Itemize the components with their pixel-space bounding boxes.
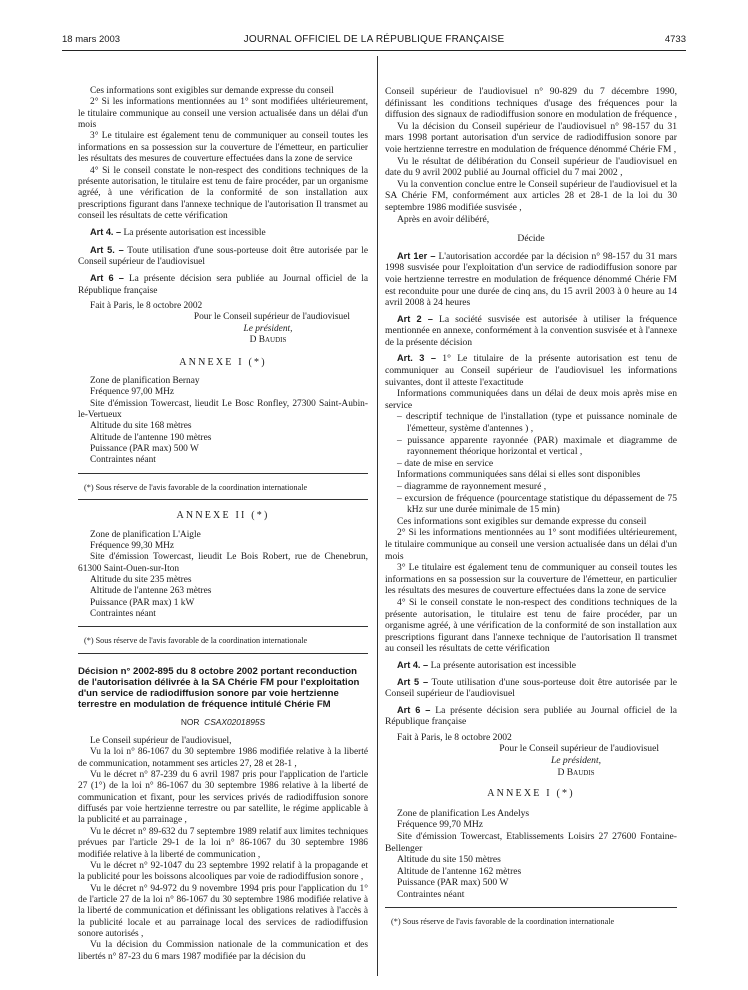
place-date: Fait à Paris, le 8 octobre 2002: [90, 301, 203, 312]
paragraph: Informations communiquées sans délai si elles sont disponibles: [397, 469, 641, 481]
annex-line: Puissance (PAR max) 500 W: [90, 444, 199, 455]
article-text: Toute utilisation d'une sous-porteuse doit être autorisée par le Conseil supérieur de l'audiovisuel: [78, 245, 368, 268]
paragraph: 3° Le titulaire est également tenu de communiquer au conseil toutes les informations en sa possession sur la couverture de l'émetteur, en particulier les résultats des mesures de couverture effectuées dans la zone de service: [78, 131, 368, 165]
annex-line: Fréquence 99,30 MHz: [90, 540, 175, 551]
annex-line: Fréquence 99,70 MHz: [397, 819, 484, 831]
annex-title: ANNEXE I (*): [179, 356, 267, 368]
signature-name: D Baudis: [249, 335, 287, 346]
annex-line: Site d'émission Towercast, Etablissements Loisirs 27 27600 Fontaine-Bellenger: [385, 831, 677, 854]
article-label: Art. 3 –: [397, 353, 436, 364]
article-label: Art 4. –: [397, 659, 429, 670]
annex-line: Fréquence 97,00 MHz: [90, 387, 175, 398]
article-label: Art 6 –: [397, 704, 431, 715]
annex-line: Altitude de l'antenne 190 mètres: [90, 432, 212, 443]
article-4: [385, 660, 677, 672]
paragraph: Vu la loi n° 86-1067 du 30 septembre 1986 modifiée relative à la liberté de communication, notamment ses articles 27, 28 et 28-1 ,: [78, 747, 368, 769]
paragraph: Vu le résultat de délibération du Conseil supérieur de l'audiovisuel en date du 9 avril 2002 publié au Journal officiel du 7 mai 2002 ,: [385, 155, 677, 179]
footnote: (*) Sous réserve de l'avis favorable de la coordination internationale: [84, 636, 308, 646]
column-divider: [377, 56, 378, 976]
annex-1-list: [78, 376, 368, 467]
page-number: 4733: [664, 34, 686, 45]
decide-heading: Décide: [517, 233, 545, 245]
footnote: (*) Sous réserve de l'avis favorable de la coordination internationale: [84, 482, 308, 492]
article-text: La présente décision sera publiée au Journal officiel de la République française: [78, 274, 368, 296]
article-text: La société susvisée est autorisée à utiliser la fréquence mentionnée en annexe, conformément à la convention susvisée et à l'annexe de la présente décision: [385, 313, 678, 348]
article-text: L'autorisation accordée par la décision n° 98-157 du 31 mars 1998 susvisée pour l'exploitation d'un service de radiodiffusion sonore par voie hertzienne terrestre en modulation de fréquence dénommé Chérie FM est reconduite pour une durée de cinq ans, du 15 avril 2003 à 0 heure au 14 avril 2008 à 24 heures: [385, 250, 678, 309]
article-text: 1° Le titulaire de la présente autorisation est tenu de communiquer au Conseil supérieur de l'audiovisuel les informations suivantes, dont il atteste l'exactitude: [385, 353, 678, 388]
nor-code: CSAX0201895S: [204, 716, 266, 727]
annex-line: Altitude du site 150 mètres: [397, 854, 501, 866]
page-header: [62, 34, 686, 48]
paragraph: 4° Si le conseil constate le non-respect des conditions techniques de la présente autorisation, le titulaire est tenu de faire procéder, par un organisme agréé, à une vérification de la conformité de son installation aux prescriptions figurant dans l'annexe technique de l'autorisation Il transmet au conseil les résultats de cette vérification: [385, 596, 677, 655]
annex-line: Site d'émission Towercast, lieudit Le Bosc Ronfley, 27300 Saint-Aubin-le-Vertueux: [78, 398, 368, 420]
paragraph: Vu le décret n° 94-972 du 9 novembre 1994 pris pour l'application du 1° de l'article 27 de la loi n° 86-1067 du 30 septembre 1986 modifiée relative à la liberté de communication et définissant les obligations relatives à l'accès à la publicité locale et au parrainage local des services de radiodiffusion sonore autorisés ,: [78, 883, 368, 940]
signature-council: Pour le Conseil supérieur de l'audiovisuel: [499, 743, 659, 755]
divider: [78, 653, 368, 654]
article-label: Art 1er –: [397, 250, 436, 261]
signature-role: Le président,: [550, 755, 602, 767]
annex-2-list: [78, 530, 368, 621]
article-6: [78, 273, 368, 297]
journal-title: JOURNAL OFFICIEL DE LA RÉPUBLIQUE FRANÇAISE: [243, 34, 505, 45]
article-label: Art 2 –: [397, 313, 433, 324]
list-item: – puissance apparente rayonnée (PAR) maximale et diagramme de rayonnement théorique horizontal et vertical ,: [397, 434, 677, 458]
article-6: [385, 705, 677, 728]
article-text: La présente autorisation est incessible: [123, 228, 266, 239]
paragraph: Vu le décret n° 92-1047 du 23 septembre 1992 relatif à la propagande et la publicité pour les boissons alcooliques par voie de radiodiffusion sonore ,: [78, 860, 368, 883]
annex-line: Site d'émission Towercast, lieudit Le Bois Robert, rue de Chenebrun, 61300 Saint-Ouen-sur-Iton: [78, 552, 368, 574]
article-label: Art 5. –: [90, 244, 124, 255]
signature-name: D Baudis: [557, 766, 595, 778]
list-item: – date de mise en service: [397, 457, 494, 469]
paragraph: Après en avoir délibéré,: [397, 213, 490, 225]
list-item: – descriptif technique de l'installation (type et puissance nominale de l'émetteur, système d'antennes ) ,: [397, 411, 677, 435]
paragraph: Vu la convention conclue entre le Conseil supérieur de l'audiovisuel et la SA Chérie FM, conformément aux articles 28 et 28-1 de la loi du 30 septembre 1986 modifiée susvisée ,: [385, 178, 677, 213]
article-5: [78, 245, 368, 269]
article-text: La présente autorisation est incessible: [430, 659, 577, 671]
right-column: [385, 86, 677, 927]
paragraph: Le Conseil supérieur de l'audiovisuel,: [90, 735, 232, 746]
annex-list: [385, 808, 677, 901]
paragraph: 2° Si les informations mentionnées au 1° sont modifiées ultérieurement, le titulaire communique au conseil une version actualisée dans un délai d'un mois: [78, 97, 368, 131]
paragraph: Ces informations sont exigibles sur demande expresse du conseil: [90, 86, 334, 96]
paragraph: Vu la décision du Commission nationale de la communication et des libertés n° 87-23 du 6 mars 1987 modifiée par la décision du: [78, 940, 368, 962]
paragraph: Informations communiquées dans un délai de deux mois après mise en service: [385, 388, 677, 411]
divider: [78, 626, 368, 627]
signature-role: Le président,: [243, 323, 293, 334]
annex-line: Zone de planification Bernay: [90, 375, 200, 386]
paragraph: 3° Le titulaire est également tenu de communiquer au conseil toutes les informations en sa possession sur la couverture de l'émetteur, en particulier les résultats des mesures de couverture effectuées dans la zone de service: [385, 562, 677, 597]
article-3: [385, 353, 677, 388]
annex-line: Puissance (PAR max) 500 W: [397, 877, 509, 889]
divider: [78, 499, 368, 500]
annex-line: Altitude du site 235 mètres: [90, 574, 192, 585]
place-date: Fait à Paris, le 8 octobre 2002: [397, 731, 512, 743]
article-5: [385, 677, 677, 700]
divider: [78, 473, 368, 474]
paragraph: Vu le décret n° 89-632 du 7 septembre 1989 relatif aux limites techniques prévues par l'article 29-1 de la loi n° 86-1067 du 30 septembre 1986 modifiée relative à la liberté de communication ,: [78, 826, 368, 860]
list-item: – diagramme de rayonnement mesuré ,: [397, 481, 547, 492]
article-text: Toute utilisation d'une sous-porteuse doit être autorisée par le Conseil supérieur de l'audiovisuel: [385, 676, 677, 700]
article-1: [385, 251, 677, 309]
annex-line: Zone de planification L'Aigle: [90, 529, 201, 540]
article-label: Art 5 –: [397, 676, 429, 687]
header-rule: [62, 50, 686, 51]
divider: [385, 907, 677, 908]
annex-line: Altitude de l'antenne 263 mètres: [90, 586, 212, 597]
paragraph: 4° Si le conseil constate le non-respect des conditions techniques de la présente autorisation, le titulaire est tenu de faire procéder, par un organisme agréé, à une vérification de la conformité de son installation aux prescriptions figurant dans l'annexe technique de l'autorisation Il transmet au conseil les résultats de cette vérification: [78, 165, 368, 221]
paragraph: Conseil supérieur de l'audiovisuel n° 90-829 du 7 décembre 1990, définissant les conditions techniques d'usage des fréquences pour la diffusion des signaux de radiodiffusion sonore en modulation de fréquence ,: [385, 86, 677, 121]
paragraph: Vu la décision du Conseil supérieur de l'audiovisuel n° 98-157 du 31 mars 1998 portant autorisation d'un service de radiodiffusion sonore par voie hertzienne terrestre en modulation de fréquence dénommé Chérie FM ,: [385, 120, 677, 155]
paragraph: Vu le décret n° 87-239 du 6 avril 1987 pris pour l'application de l'article 27 (1°) de la loi n° 86-1067 du 30 septembre 1986 relative à la liberté de communication et fixant, pour les services privés de radiodiffusion sonore diffusés par voie hertzienne terrestre ou par satellite, le régime applicable à la publicité et au parrainage ,: [78, 769, 368, 826]
nor-reference: [78, 717, 368, 728]
article-label: Art 6 –: [90, 273, 124, 284]
paragraph: 2° Si les informations mentionnées au 1° sont modifiées ultérieurement, le titulaire communique au conseil une version actualisée dans un délai d'un mois: [385, 527, 677, 562]
annex-line: Altitude du site 168 mètres: [90, 421, 192, 432]
annex-line: Puissance (PAR max) 1 kW: [90, 597, 195, 608]
annex-line: Altitude de l'antenne 162 mètres: [397, 865, 522, 877]
decision-title: Décision n° 2002-895 du 8 octobre 2002 portant reconduction de l'autorisation délivrée à la SA Chérie FM pour l'exploitation d'un service de radiodiffusion sonore par voie hertzienne terrestre en modulation de fréquence intitulé Chérie FM: [78, 665, 360, 711]
article-text: La présente décision sera publiée au Journal officiel de la République française: [385, 704, 677, 728]
annex-line: Contraintes néant: [397, 889, 465, 900]
annex-line: Contraintes néant: [90, 455, 156, 466]
paragraph: Ces informations sont exigibles sur demande expresse du conseil: [397, 515, 647, 527]
footnote: (*) Sous réserve de l'avis favorable de la coordination internationale: [391, 916, 615, 926]
annex-title: ANNEXE I (*): [487, 788, 575, 800]
article-4: [78, 227, 368, 239]
signature-council: Pour le Conseil supérieur de l'audiovisuel: [193, 312, 350, 323]
issue-date: 18 mars 2003: [62, 34, 121, 45]
annex-title: ANNEXE II (*): [176, 510, 270, 522]
article-2: [385, 314, 677, 349]
annex-line: Zone de planification Les Andelys: [397, 807, 530, 819]
left-column: [78, 86, 368, 963]
annex-line: Contraintes néant: [90, 609, 156, 620]
article-label: Art 4. –: [90, 227, 122, 238]
nor-label: NOR: [180, 716, 200, 727]
list-item: – excursion de fréquence (pourcentage statistique du dépassement de 75 kHz sur une durée minimale de 15 min): [397, 492, 677, 516]
